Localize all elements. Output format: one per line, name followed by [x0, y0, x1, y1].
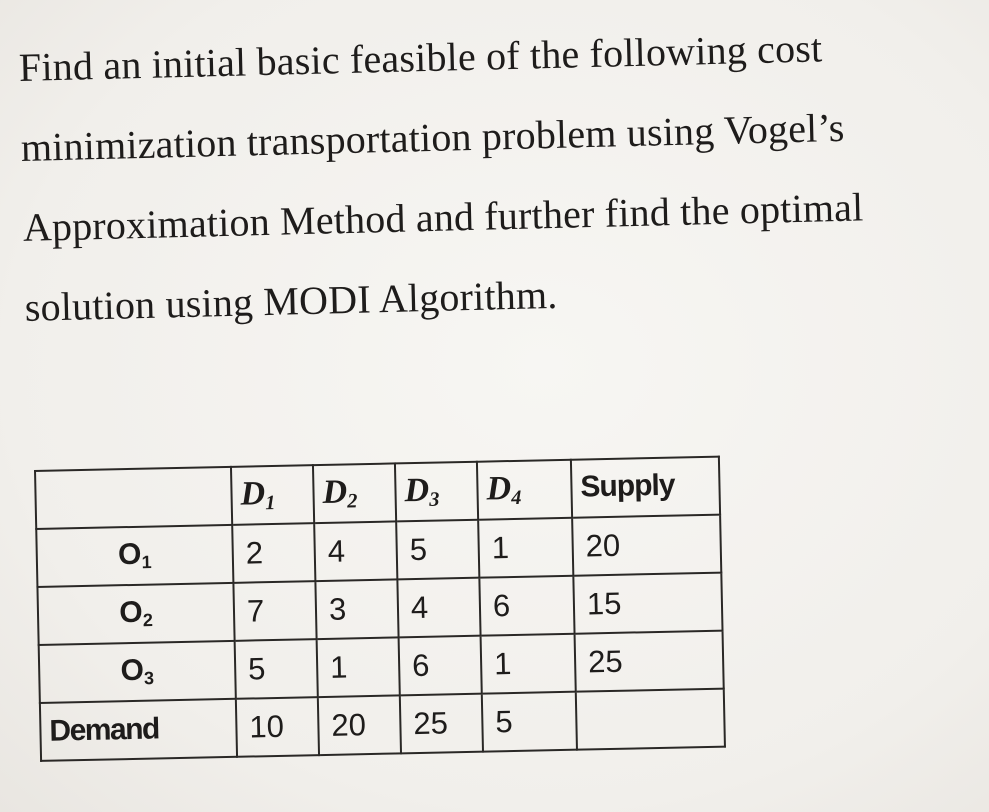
problem-line-3: Approximation Method and further find the optimal: [22, 184, 864, 250]
demand-label: Demand: [40, 699, 237, 761]
cost-cell: 7: [233, 581, 316, 641]
cost-cell: 4: [314, 521, 397, 581]
demand-cell: 10: [236, 697, 319, 757]
cost-cell: 2: [232, 523, 315, 583]
demand-cell: 5: [482, 692, 577, 752]
problem-statement: [18, 5, 966, 348]
cost-cell: 6: [479, 576, 574, 636]
corner-cell: [35, 467, 232, 529]
problem-line-1: Find an initial basic feasible of the following cost: [18, 25, 823, 90]
cost-cell: 1: [317, 637, 400, 697]
demand-cell: 25: [400, 694, 483, 754]
cost-cell: 5: [396, 520, 479, 580]
demand-cell: 20: [318, 695, 401, 755]
supply-cell: 25: [575, 631, 724, 692]
supply-cell: 15: [573, 573, 722, 634]
header-d4: $D_4$: [477, 460, 572, 520]
transportation-table-wrapper: [34, 456, 726, 762]
header-d3: $D_3$: [395, 462, 478, 522]
problem-line-2: minimization transportation problem using Vogel’s: [20, 104, 846, 170]
row-label-o2: $O_2$: [37, 583, 234, 645]
header-d1: $D_1$: [231, 465, 314, 525]
cost-cell: 3: [315, 579, 398, 639]
row-label-o1: $O_1$: [36, 525, 233, 587]
header-d2: $D_2$: [313, 463, 396, 523]
cost-cell: 5: [235, 639, 318, 699]
header-supply: Supply: [571, 457, 720, 518]
transportation-table: [34, 456, 726, 762]
cost-cell: 1: [481, 634, 576, 694]
problem-line-4: solution using MODI Algorithm.: [24, 271, 558, 330]
cost-cell: 1: [478, 518, 573, 578]
row-label-o3: $O_3$: [39, 641, 236, 703]
cost-cell: 4: [397, 578, 480, 638]
empty-total-cell: [576, 689, 725, 750]
supply-cell: 20: [572, 515, 721, 576]
cost-cell: 6: [399, 636, 482, 696]
